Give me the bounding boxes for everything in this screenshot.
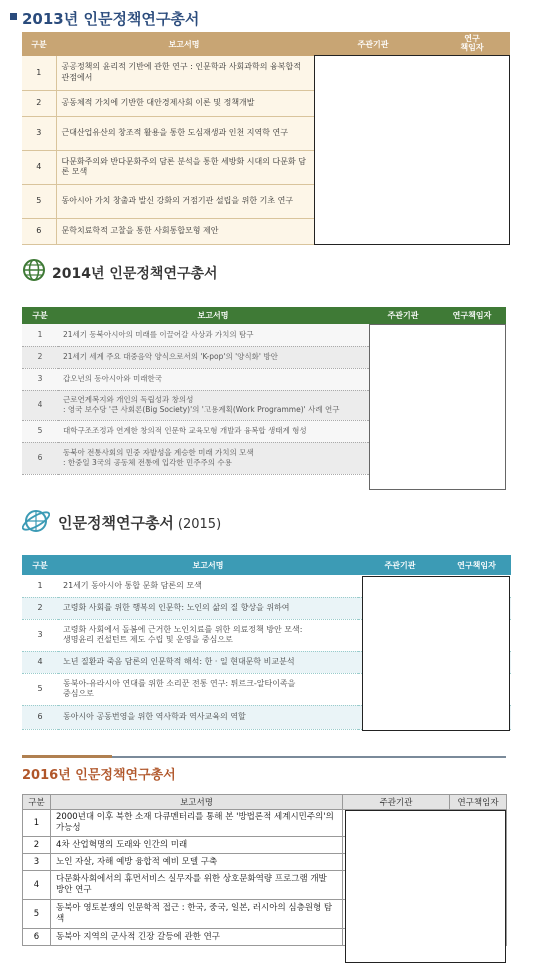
section-title-2016: 2016년 인문정책연구총서 xyxy=(22,768,176,783)
header-org: 주관기관 xyxy=(358,555,442,575)
header-title: 보고서명 xyxy=(51,795,343,810)
row-number: 4 xyxy=(22,651,58,673)
row-number: 6 xyxy=(22,442,58,474)
globe-icon xyxy=(22,258,46,282)
report-title: 21세기 동북아시아의 미래를 이끌어갈 사상과 가치의 탐구 xyxy=(58,324,368,346)
row-number: 6 xyxy=(23,929,51,946)
row-number: 2 xyxy=(22,597,58,619)
report-title: 4차 산업혁명의 도래와 인간의 미래 xyxy=(51,837,343,854)
report-title: 공공정책의 윤리적 기반에 관한 연구 : 인문학과 사회과학의 융복합적 관점에서 xyxy=(56,56,312,90)
header-org: 주관기관 xyxy=(368,307,438,324)
redacted-box xyxy=(345,810,506,963)
globe-icon xyxy=(22,507,50,535)
report-title: 고령화 사회에서 돌봄에 근거한 노인치료를 위한 의료정책 방안 모색: 생명윤리 컨설턴트 제도 수립 및 운영을 중심으로 xyxy=(58,619,358,651)
header-no: 구분 xyxy=(22,307,58,324)
section-title-2015: 인문정책연구총서 (2015) xyxy=(58,514,222,532)
row-number: 2 xyxy=(22,346,58,368)
redacted-box xyxy=(314,55,510,245)
report-title: 다문화사회에서의 휴먼서비스 실무자를 위한 상호문화역량 프로그램 개발 방안 연구 xyxy=(51,871,343,900)
report-title: 근로연계복지와 개인의 독립성과 창의성 : 영국 보수당 '큰 사회론(Big Society)'의 '고용계획(Work Programme)' 사례 연구 xyxy=(58,390,368,420)
report-title: 문학치료학적 고찰을 통한 사회통합모형 제안 xyxy=(56,218,312,244)
row-number: 2 xyxy=(22,90,56,116)
section-title-2014: 2014년 인문정책연구총서 xyxy=(52,266,218,282)
report-title: 동아시아 가치 창출과 발신 강화의 거점기관 설립을 위한 기초 연구 xyxy=(56,184,312,218)
header-lead: 연구책임자 xyxy=(450,795,507,810)
row-number: 3 xyxy=(23,854,51,871)
report-title: 공동체적 가치에 기반한 대안경제사회 이론 및 정책개발 xyxy=(56,90,312,116)
report-title: 동북아-유라시아 연대를 위한 소리꾼 전통 연구: 튀르크-알타이족을 중심으로 xyxy=(58,673,358,705)
redacted-box xyxy=(362,576,510,731)
row-number: 3 xyxy=(22,368,58,390)
report-title: 근대산업유산의 창조적 활용을 통한 도심재생과 인천 지역학 연구 xyxy=(56,116,312,150)
row-number: 6 xyxy=(22,218,56,244)
header-no: 구분 xyxy=(22,555,58,575)
row-number: 5 xyxy=(22,420,58,442)
row-number: 2 xyxy=(23,837,51,854)
report-title: 노년 질환과 죽음 담론의 인문학적 해석: 한 · 일 현대문학 비교분석 xyxy=(58,651,358,673)
row-number: 1 xyxy=(22,56,56,90)
header-no: 구분 xyxy=(22,32,56,56)
report-title: 갑오년의 동아시아와 미래한국 xyxy=(58,368,368,390)
report-title: 동북아 지역의 군사적 긴장 갈등에 관한 연구 xyxy=(51,929,343,946)
row-number: 1 xyxy=(22,575,58,597)
report-title: 21세기 세계 주요 대중음악 양식으로서의 'K-pop'의 '양식화' 방안 xyxy=(58,346,368,368)
report-title: 21세기 동아시아 통합 문화 담론의 모색 xyxy=(58,575,358,597)
row-number: 5 xyxy=(23,900,51,929)
header-lead: 연구책임자 xyxy=(438,307,506,324)
report-title: 노인 자살, 자해 예방 융합적 예비 모델 구축 xyxy=(51,854,343,871)
row-number: 1 xyxy=(23,810,51,837)
header-title: 보고서명 xyxy=(56,32,312,56)
report-title: 대학구조조정과 연계한 창의적 인문학 교육모형 개발과 융복합 생태계 형성 xyxy=(58,420,368,442)
report-title: 고령화 사회를 위한 행복의 인문학: 노인의 삶의 질 향상을 위하여 xyxy=(58,597,358,619)
row-number: 5 xyxy=(22,184,56,218)
header-no: 구분 xyxy=(23,795,51,810)
section-title-2013: 2013년 인문정책연구총서 xyxy=(22,10,200,28)
redacted-box xyxy=(369,324,506,490)
row-number: 3 xyxy=(22,116,56,150)
row-number: 1 xyxy=(22,324,58,346)
report-title: 다문화주의와 반다문화주의 담론 분석을 통한 세방화 시대의 다문화 담론 모색 xyxy=(56,150,312,184)
report-title: 동북아 영토분쟁의 인문학적 접근 : 한국, 중국, 일본, 러시아의 심층원형 탐색 xyxy=(51,900,343,929)
row-number: 4 xyxy=(22,390,58,420)
report-title: 동아시아 공동번영을 위한 역사학과 역사교육의 역할 xyxy=(58,705,358,729)
header-lead: 연구책임자 xyxy=(442,555,511,575)
header-title: 보고서명 xyxy=(58,555,358,575)
row-number: 6 xyxy=(22,705,58,729)
row-number: 3 xyxy=(22,619,58,651)
section-divider xyxy=(22,756,506,758)
header-lead: 연구 책임자 xyxy=(434,32,510,56)
row-number: 5 xyxy=(22,673,58,705)
header-title: 보고서명 xyxy=(58,307,368,324)
row-number: 4 xyxy=(22,150,56,184)
header-org: 주관기관 xyxy=(312,32,434,56)
header-org: 주관기관 xyxy=(343,795,450,810)
report-title: 동북아 전통사회의 민중 자발성을 계승한 미래 가치의 모색 : 한중일 3국의 공동체 전통에 입각한 민주주의 수용 xyxy=(58,442,368,474)
row-number: 4 xyxy=(23,871,51,900)
report-title: 2000년대 이후 북한 소재 다큐멘터리를 통해 본 '방법론적 세계시민주의'의 가능성 xyxy=(51,810,343,837)
